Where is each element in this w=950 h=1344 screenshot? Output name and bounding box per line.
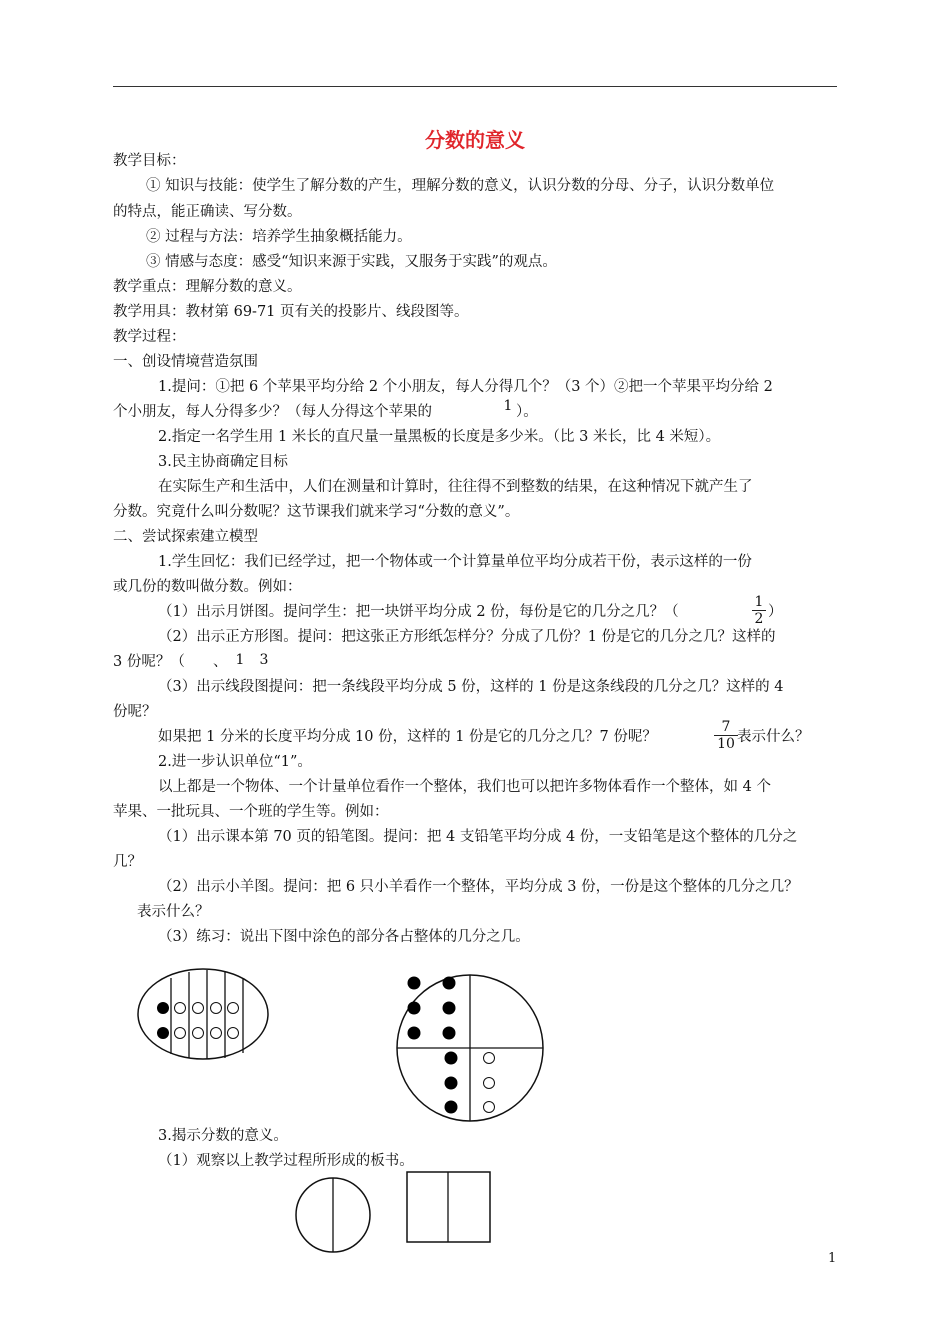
empty-dot [211,1028,222,1039]
text-line: ② 过程与方法：培养学生抽象概括能力。 [146,229,412,245]
text-line: 2.进一步认识单位“1”。 [158,754,312,770]
text-line: 1.学生回忆：我们已经学过，把一个物体或一个计算量单位平均分成若干份，表示这样的一份 [158,554,752,570]
halved-circle [296,1178,370,1252]
empty-dot [211,1003,222,1014]
text-line: （1）出示月饼图。提问学生：把一块饼平均分成 2 份，每份是它的几分之几？（ [158,604,679,620]
text-line: 教学用具：教材第 69-71 页有关的投影片、线段图等。 [113,304,469,320]
text-line: （2）出示正方形图。提问：把这张正方形纸怎样分？分成了几份？1 份是它的几分之几？这样的 [158,629,776,645]
text-line: （1）出示课本第 70 页的铅笔图。提问：把 4 支铅笔平均分成 4 份，一支铅笔是这个整体的几分之 [158,829,798,845]
text-line: 或几份的数叫做分数。例如： [113,579,302,595]
text-line: （1）观察以上教学过程所形成的板书。 [158,1153,414,1169]
text-line: 在实际生产和生活中，人们在测量和计算时，往往得不到整数的结果，在这种情况下就产生了 [158,479,753,495]
filled-dot [443,1002,456,1015]
text-line: 表示什么？ [737,729,810,745]
filled-dot [445,1101,458,1114]
text-line: 份呢？ [113,704,157,720]
empty-dot [484,1102,495,1113]
text-line: 、 [213,654,228,670]
text-line: 1.提问：①把 6 个苹果平均分给 2 个小朋友，每人分得几个？（3 个）②把一个苹果平均分给 2 [158,379,773,395]
section-heading: 一、创设情境营造氛围 [113,354,258,370]
fraction-half: $\frac{1}{2}$ [752,594,766,627]
fraction-inline: 3 [259,652,269,668]
text-line: 苹果、一批玩具、一个班的学生等。例如： [113,804,389,820]
text-line: 教学过程： [113,329,186,345]
filled-dot [157,1027,169,1039]
text-line: ） [768,604,783,620]
text-line: ③ 情感与态度：感受“知识来源于实践，又服务于实践”的观点。 [146,254,557,270]
fraction-seven-tenths: $\frac{7}{10}$ [714,719,738,752]
halved-rectangle [407,1172,490,1242]
text-line: 3.揭示分数的意义。 [158,1128,288,1144]
empty-dot [175,1028,186,1039]
empty-dot [228,1028,239,1039]
ellipse-outline [138,969,268,1059]
empty-dot [193,1028,204,1039]
filled-dot [157,1002,169,1014]
text-line: ）。 [516,404,538,420]
empty-dot [193,1003,204,1014]
text-line: 教学重点：理解分数的意义。 [113,279,302,295]
text-line: 的特点，能正确读、写分数。 [113,204,302,220]
text-line: （3）出示线段图提问：把一条线段平均分成 5 份，这样的 1 份是这条线段的几分之几？这样的 4 [158,679,784,695]
filled-dot [408,977,421,990]
filled-dot [443,1027,456,1040]
filled-dot [408,1027,421,1040]
empty-dot [228,1003,239,1014]
text-line: 如果把 1 分米的长度平均分成 10 份，这样的 1 份是它的几分之几？7 份呢？ [158,729,657,745]
page-number: 1 [828,1251,837,1266]
text-line: 表示什么？ [137,904,210,920]
text-line: 3 份呢？（ [113,654,185,670]
header-rule [113,86,837,87]
text-line: 3.民主协商确定目标 [158,454,288,470]
text-line: 2.指定一名学生用 1 米长的直尺量一量黑板的长度是多少米。（比 3 米长，比 4 米短）。 [158,429,721,445]
text-line: ① 知识与技能：使学生了解分数的产生，理解分数的意义，认识分数的分母、分子，认识分数单位 [146,178,775,194]
text-line: （3）练习：说出下图中涂色的部分各占整体的几分之几。 [158,929,530,945]
filled-dot [443,977,456,990]
text-line: 几？ [113,854,142,870]
fraction-inline: 1 [503,398,513,414]
filled-dot [445,1052,458,1065]
text-line: 分数。究竟什么叫分数呢？这节课我们就来学习“分数的意义”。 [113,504,520,520]
section-heading: 二、尝试探索建立模型 [113,529,258,545]
fraction-inline: 1 [235,652,245,668]
page-title: 分数的意义 [425,128,525,152]
empty-dot [484,1053,495,1064]
empty-dot [175,1003,186,1014]
filled-dot [445,1077,458,1090]
text-line: 个小朋友，每人分得多少？（每人分得这个苹果的 [113,404,432,420]
filled-dot [408,1002,421,1015]
text-line: 教学目标： [113,153,186,169]
quadrant-circle [397,975,543,1121]
empty-dot [484,1078,495,1089]
text-line: （2）出示小羊图。提问：把 6 只小羊看作一个整体，平均分成 3 份，一份是这个整体的几分之几？ [158,879,799,895]
text-line: 以上都是一个物体、一个计量单位看作一个整体，我们也可以把许多物体看作一个整体，如 4 个 [158,779,771,795]
